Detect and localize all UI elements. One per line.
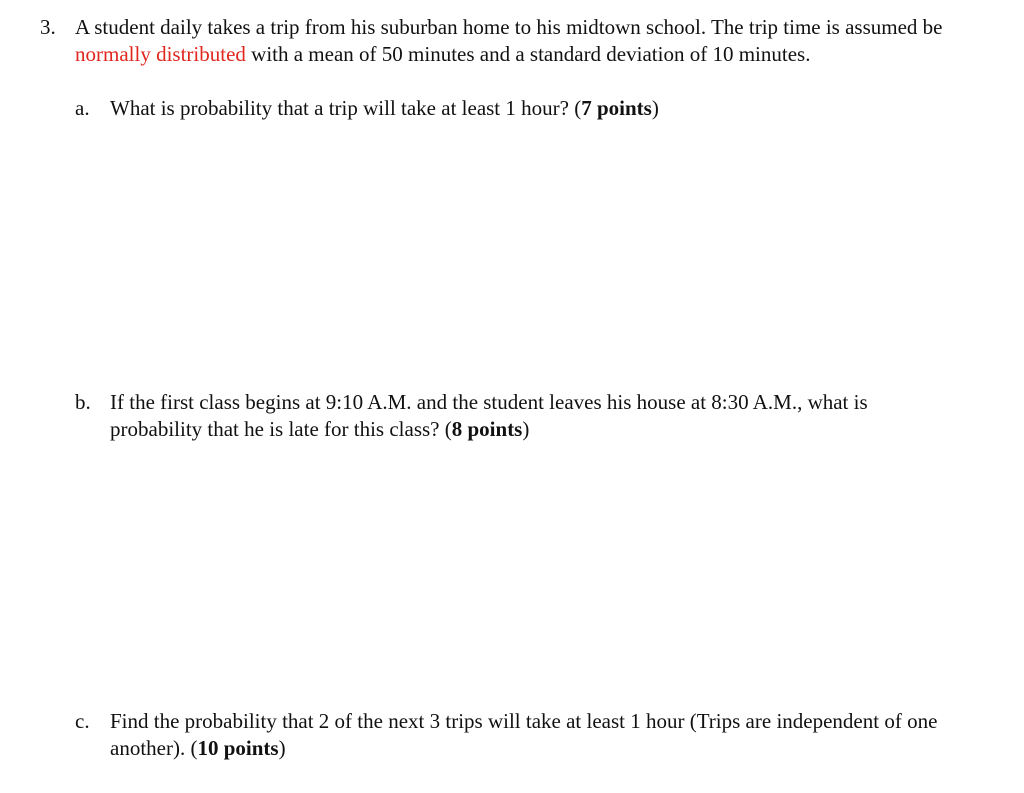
part-c-question-text: Find the probability that 2 of the next 3 trips will take at least 1 hour (Trips are independent of one another). ( (110, 709, 938, 760)
problem-text-after: with a mean of 50 minutes and a standard deviation of 10 minutes. (245, 42, 811, 66)
problem-text (75, 14, 955, 68)
part-c-points: 10 points (197, 736, 279, 760)
part-a-question (110, 95, 955, 122)
part-b-letter: b. (75, 390, 91, 414)
part-c (75, 708, 955, 762)
highlighted-term: normally distributed (75, 42, 246, 66)
part-c-question (110, 708, 955, 762)
part-b (75, 389, 955, 443)
part-b-close: ) (522, 417, 530, 441)
part-b-question (110, 389, 955, 443)
part-a-letter: a. (75, 96, 90, 120)
part-b-points: 8 points (451, 417, 523, 441)
problem-number: 3. (40, 15, 56, 39)
part-a-points: 7 points (581, 96, 652, 120)
part-a-close: ) (651, 96, 659, 120)
problem-text-before: A student daily takes a trip from his suburban home to his midtown school. The trip time is assumed be (75, 15, 943, 39)
part-c-close: ) (278, 736, 286, 760)
part-c-letter: c. (75, 709, 90, 733)
part-b-question-text: If the first class begins at 9:10 A.M. and the student leaves his house at 8:30 A.M., what is probability that he is late for this class? ( (110, 390, 868, 441)
problem-statement (40, 14, 960, 68)
part-a-question-text: What is probability that a trip will take at least 1 hour? ( (110, 96, 582, 120)
part-a (75, 95, 955, 122)
